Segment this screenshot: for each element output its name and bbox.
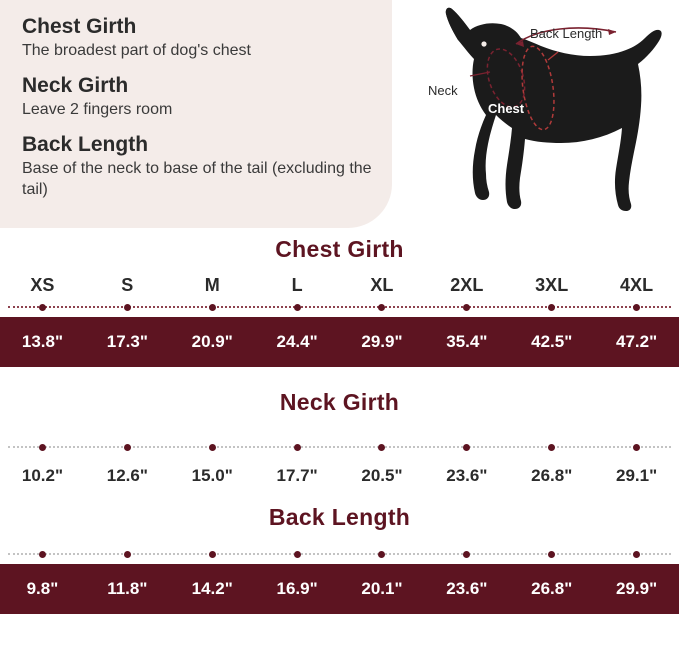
values-row-back bbox=[0, 564, 679, 614]
section-back-length bbox=[0, 504, 679, 614]
marker-dot bbox=[633, 551, 640, 558]
value-chest-l: 24.4" bbox=[276, 332, 318, 351]
size-label-xl: XL bbox=[370, 275, 394, 295]
definition-title-back: Back Length bbox=[22, 133, 149, 157]
value-neck-xl: 20.5" bbox=[361, 466, 403, 485]
dog-label-back-length: Back Length bbox=[530, 26, 603, 41]
section-neck-girth bbox=[0, 389, 679, 498]
dotted-rule-neck bbox=[0, 440, 679, 454]
definition-desc-back: Base of the neck to base of the tail (excluding the tail) bbox=[22, 160, 372, 199]
definition-title-neck: Neck Girth bbox=[22, 74, 129, 98]
value-neck-m: 15.0" bbox=[191, 466, 233, 485]
marker-dot bbox=[378, 304, 385, 311]
marker-dot bbox=[463, 304, 470, 311]
marker-dot bbox=[463, 551, 470, 558]
value-neck-xs: 10.2" bbox=[21, 466, 64, 485]
marker-dot bbox=[124, 444, 131, 451]
value-chest-xs: 13.8" bbox=[21, 332, 64, 351]
dotted-rule-chest bbox=[0, 300, 679, 314]
marker-dot bbox=[39, 444, 46, 451]
marker-dot bbox=[124, 304, 131, 311]
marker-dot bbox=[209, 444, 216, 451]
section-chest-girth bbox=[0, 236, 679, 367]
size-label-xs: XS bbox=[30, 275, 55, 295]
value-chest-xl: 29.9" bbox=[361, 332, 403, 351]
value-neck-l: 17.7" bbox=[276, 466, 318, 485]
value-back-s: 11.8" bbox=[107, 579, 148, 598]
marker-dot bbox=[209, 551, 216, 558]
value-back-xl: 20.1" bbox=[361, 579, 403, 598]
value-back-3xl: 26.8" bbox=[531, 579, 573, 598]
dotted-rule-back bbox=[0, 547, 679, 561]
value-neck-4xl: 29.1" bbox=[615, 466, 658, 485]
section-title-chest-girth: Chest Girth bbox=[275, 236, 404, 262]
values-row-chest bbox=[0, 317, 679, 367]
value-back-2xl: 23.6" bbox=[446, 579, 488, 598]
marker-dot bbox=[548, 551, 555, 558]
dog-diagram bbox=[398, 0, 679, 236]
marker-dot bbox=[633, 444, 640, 451]
definitions-list bbox=[22, 14, 382, 201]
size-label-2xl: 2XL bbox=[450, 275, 484, 295]
value-back-4xl: 29.9" bbox=[615, 579, 658, 598]
value-back-l: 16.9" bbox=[276, 579, 318, 598]
value-chest-3xl: 42.5" bbox=[531, 332, 573, 351]
value-back-xs: 9.8" bbox=[26, 579, 59, 598]
definition-desc-chest: The broadest part of dog's chest bbox=[22, 42, 251, 60]
marker-dot bbox=[294, 444, 301, 451]
marker-dot bbox=[548, 304, 555, 311]
values-row-neck bbox=[0, 454, 679, 498]
value-neck-s: 12.6" bbox=[106, 466, 148, 485]
value-neck-2xl: 23.6" bbox=[446, 466, 488, 485]
marker-dot bbox=[39, 304, 46, 311]
marker-dot bbox=[209, 304, 216, 311]
size-label-4xl: 4XL bbox=[620, 275, 654, 295]
size-header-row-chest bbox=[0, 275, 679, 296]
size-label-m: M bbox=[204, 275, 220, 295]
marker-dot bbox=[39, 551, 46, 558]
section-title-neck-girth: Neck Girth bbox=[279, 389, 400, 415]
value-chest-m: 20.9" bbox=[191, 332, 233, 351]
value-neck-3xl: 26.8" bbox=[531, 466, 573, 485]
dog-eye bbox=[481, 41, 486, 46]
size-label-3xl: 3XL bbox=[535, 275, 569, 295]
marker-dot bbox=[633, 304, 640, 311]
value-back-m: 14.2" bbox=[191, 579, 233, 598]
size-label-l: L bbox=[291, 275, 303, 295]
value-chest-s: 17.3" bbox=[106, 332, 148, 351]
definition-desc-neck: Leave 2 fingers room bbox=[22, 101, 173, 119]
marker-dot bbox=[463, 444, 470, 451]
section-title-back-length: Back Length bbox=[268, 504, 411, 530]
marker-dot bbox=[124, 551, 131, 558]
value-chest-4xl: 47.2" bbox=[615, 332, 658, 351]
marker-dot bbox=[548, 444, 555, 451]
header-section bbox=[0, 0, 679, 236]
marker-dot bbox=[294, 551, 301, 558]
marker-dot bbox=[378, 444, 385, 451]
dog-label-chest: Chest bbox=[488, 101, 525, 116]
value-chest-2xl: 35.4" bbox=[446, 332, 488, 351]
marker-dot bbox=[294, 304, 301, 311]
dog-label-neck: Neck bbox=[428, 83, 458, 98]
size-label-s: S bbox=[121, 275, 134, 295]
marker-dot bbox=[378, 551, 385, 558]
definition-title-chest: Chest Girth bbox=[22, 15, 137, 38]
